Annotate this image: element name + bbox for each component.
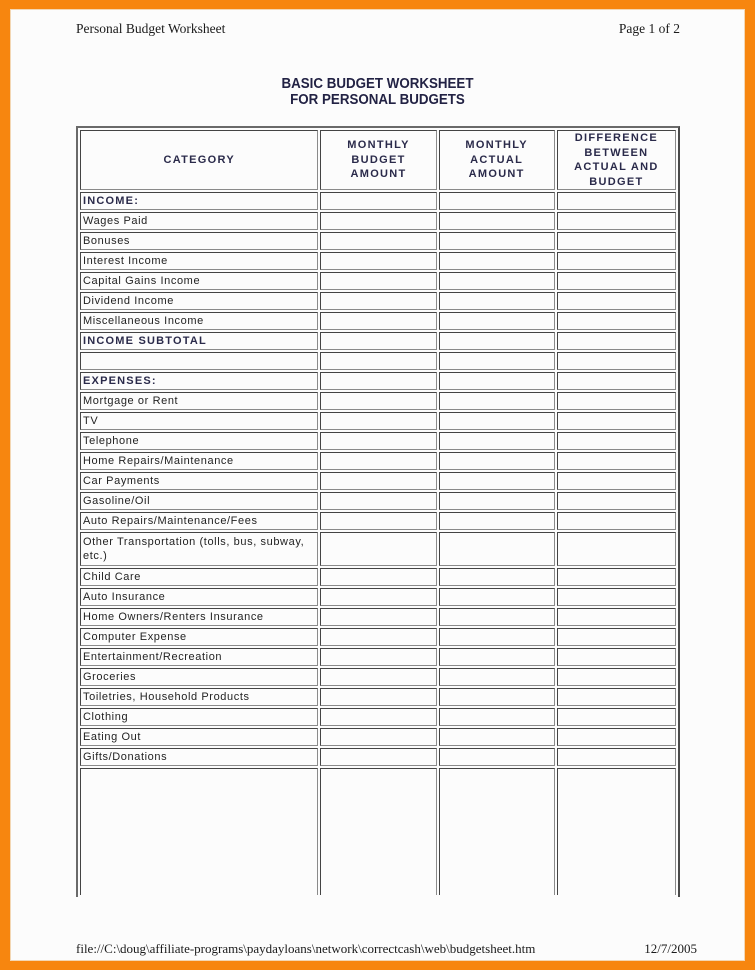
difference-cell[interactable]	[557, 512, 676, 530]
budget-amount-cell[interactable]	[320, 392, 436, 410]
actual-amount-cell[interactable]	[439, 728, 555, 746]
difference-cell[interactable]	[557, 192, 676, 210]
budget-amount-cell[interactable]	[320, 768, 436, 895]
actual-amount-cell[interactable]	[439, 628, 555, 646]
budget-amount-cell[interactable]	[320, 452, 436, 470]
difference-cell[interactable]	[557, 332, 676, 350]
difference-cell[interactable]	[557, 748, 676, 766]
category-cell: TV	[80, 412, 318, 430]
table-row	[80, 768, 676, 895]
table-row	[80, 688, 676, 706]
budget-amount-cell[interactable]	[320, 472, 436, 490]
category-cell: Bonuses	[80, 232, 318, 250]
page-footer	[76, 941, 697, 957]
budget-amount-cell[interactable]	[320, 432, 436, 450]
difference-cell[interactable]	[557, 728, 676, 746]
difference-cell[interactable]	[557, 628, 676, 646]
category-cell: Miscellaneous Income	[80, 312, 318, 330]
title-line-2: FOR PERSONAL BUDGETS	[290, 92, 465, 108]
category-cell: Gifts/Donations	[80, 748, 318, 766]
actual-amount-cell[interactable]	[439, 392, 555, 410]
category-cell: EXPENSES:	[80, 372, 318, 390]
table-row	[80, 272, 676, 290]
actual-amount-cell[interactable]	[439, 768, 555, 895]
category-cell: Groceries	[80, 668, 318, 686]
document-page	[10, 9, 745, 961]
table-row	[80, 452, 676, 470]
budget-amount-cell[interactable]	[320, 688, 436, 706]
footer-date: 12/7/2005	[644, 941, 697, 956]
category-cell: Child Care	[80, 568, 318, 586]
category-cell: Other Transportation (tolls, bus, subway, etc.)	[80, 532, 318, 566]
category-cell: Home Owners/Renters Insurance	[80, 608, 318, 626]
page-header-title: Personal Budget Worksheet	[76, 21, 226, 36]
actual-amount-cell[interactable]	[439, 212, 555, 230]
budget-amount-cell[interactable]	[320, 252, 436, 270]
budget-amount-cell[interactable]	[320, 608, 436, 626]
budget-amount-cell[interactable]	[320, 568, 436, 586]
category-cell: Mortgage or Rent	[80, 392, 318, 410]
budget-amount-cell[interactable]	[320, 748, 436, 766]
actual-amount-cell[interactable]	[439, 252, 555, 270]
budget-amount-cell[interactable]	[320, 532, 436, 566]
table-row	[80, 628, 676, 646]
actual-amount-cell[interactable]	[439, 588, 555, 606]
table-row	[80, 412, 676, 430]
budget-amount-cell[interactable]	[320, 668, 436, 686]
category-cell: Eating Out	[80, 728, 318, 746]
actual-amount-cell[interactable]	[439, 452, 555, 470]
table-row	[80, 392, 676, 410]
actual-amount-cell[interactable]	[439, 688, 555, 706]
difference-cell[interactable]	[557, 392, 676, 410]
table-row	[80, 212, 676, 230]
difference-cell[interactable]	[557, 648, 676, 666]
difference-cell[interactable]	[557, 312, 676, 330]
category-cell: Home Repairs/Maintenance	[80, 452, 318, 470]
actual-amount-cell[interactable]	[439, 708, 555, 726]
difference-cell[interactable]	[557, 372, 676, 390]
budget-amount-cell[interactable]	[320, 648, 436, 666]
budget-amount-cell[interactable]	[320, 412, 436, 430]
budget-amount-cell[interactable]	[320, 628, 436, 646]
actual-amount-cell[interactable]	[439, 292, 555, 310]
difference-cell[interactable]	[557, 768, 676, 895]
difference-cell[interactable]	[557, 492, 676, 510]
category-cell: Auto Insurance	[80, 588, 318, 606]
worksheet-title	[39, 76, 715, 108]
actual-amount-cell[interactable]	[439, 472, 555, 490]
table-row	[80, 532, 676, 566]
budget-amount-cell[interactable]	[320, 212, 436, 230]
difference-cell[interactable]	[557, 432, 676, 450]
budget-amount-cell[interactable]	[320, 232, 436, 250]
table-row	[80, 372, 676, 390]
category-cell: Auto Repairs/Maintenance/Fees	[80, 512, 318, 530]
difference-cell[interactable]	[557, 232, 676, 250]
difference-cell[interactable]	[557, 412, 676, 430]
actual-amount-cell[interactable]	[439, 532, 555, 566]
page-number: Page 1 of 2	[618, 21, 680, 36]
actual-amount-cell[interactable]	[439, 372, 555, 390]
difference-cell[interactable]	[557, 608, 676, 626]
table-row	[80, 472, 676, 490]
difference-cell[interactable]	[557, 252, 676, 270]
table-row	[80, 312, 676, 330]
budget-amount-cell[interactable]	[320, 492, 436, 510]
category-cell: INCOME:	[80, 192, 318, 210]
actual-amount-cell[interactable]	[439, 352, 555, 370]
actual-amount-cell[interactable]	[439, 412, 555, 430]
difference-cell[interactable]	[557, 668, 676, 686]
table-row	[80, 588, 676, 606]
table-header-row	[80, 130, 676, 190]
budget-amount-cell[interactable]	[320, 312, 436, 330]
budget-amount-cell[interactable]	[320, 352, 436, 370]
category-cell: Interest Income	[80, 252, 318, 270]
budget-amount-cell[interactable]	[320, 728, 436, 746]
actual-amount-cell[interactable]	[439, 272, 555, 290]
budget-amount-cell[interactable]	[320, 332, 436, 350]
budget-amount-cell[interactable]	[320, 272, 436, 290]
table-row	[80, 352, 676, 370]
table-body	[80, 192, 676, 895]
difference-cell[interactable]	[557, 292, 676, 310]
actual-amount-cell[interactable]	[439, 312, 555, 330]
difference-cell[interactable]	[557, 452, 676, 470]
category-cell: Wages Paid	[80, 212, 318, 230]
column-header-category: CATEGORY	[80, 130, 318, 190]
table-row	[80, 492, 676, 510]
budget-amount-cell[interactable]	[320, 588, 436, 606]
category-cell: Dividend Income	[80, 292, 318, 310]
budget-table	[76, 126, 680, 897]
difference-cell[interactable]	[557, 272, 676, 290]
column-header-monthly-budget: MONTHLY BUDGET AMOUNT	[320, 130, 436, 190]
difference-cell[interactable]	[557, 352, 676, 370]
table-row	[80, 232, 676, 250]
table-row	[80, 648, 676, 666]
category-cell: Entertainment/Recreation	[80, 648, 318, 666]
category-cell: Car Payments	[80, 472, 318, 490]
table-row	[80, 252, 676, 270]
table-row	[80, 568, 676, 586]
actual-amount-cell[interactable]	[439, 568, 555, 586]
actual-amount-cell[interactable]	[439, 492, 555, 510]
table-row	[80, 708, 676, 726]
budget-amount-cell[interactable]	[320, 708, 436, 726]
actual-amount-cell[interactable]	[439, 648, 555, 666]
table-row	[80, 292, 676, 310]
difference-cell[interactable]	[557, 708, 676, 726]
difference-cell[interactable]	[557, 588, 676, 606]
actual-amount-cell[interactable]	[439, 332, 555, 350]
table-row	[80, 332, 676, 350]
actual-amount-cell[interactable]	[439, 668, 555, 686]
difference-cell[interactable]	[557, 472, 676, 490]
budget-amount-cell[interactable]	[320, 192, 436, 210]
category-cell	[80, 352, 318, 370]
budget-amount-cell[interactable]	[320, 512, 436, 530]
category-cell: Computer Expense	[80, 628, 318, 646]
category-cell: Capital Gains Income	[80, 272, 318, 290]
actual-amount-cell[interactable]	[439, 608, 555, 626]
actual-amount-cell[interactable]	[439, 232, 555, 250]
actual-amount-cell[interactable]	[439, 512, 555, 530]
category-cell: Clothing	[80, 708, 318, 726]
table-row	[80, 192, 676, 210]
difference-cell[interactable]	[557, 532, 676, 566]
table-row	[80, 728, 676, 746]
actual-amount-cell[interactable]	[439, 748, 555, 766]
footer-file-path: file://C:\doug\affiliate-programs\paydayloans\network\correctcash\web\budgetsheet.htm	[76, 941, 536, 956]
column-header-difference: DIFFERENCE BETWEEN ACTUAL AND BUDGET	[557, 130, 676, 190]
difference-cell[interactable]	[557, 212, 676, 230]
category-cell: INCOME SUBTOTAL	[80, 332, 318, 350]
budget-amount-cell[interactable]	[320, 372, 436, 390]
category-cell: Telephone	[80, 432, 318, 450]
table-row	[80, 748, 676, 766]
table-row	[80, 432, 676, 450]
table-row	[80, 608, 676, 626]
column-header-monthly-actual: MONTHLY ACTUAL AMOUNT	[439, 130, 555, 190]
title-line-1: BASIC BUDGET WORKSHEET	[281, 76, 474, 92]
table-row	[80, 668, 676, 686]
category-cell: Toiletries, Household Products	[80, 688, 318, 706]
actual-amount-cell[interactable]	[439, 432, 555, 450]
actual-amount-cell[interactable]	[439, 192, 555, 210]
category-cell	[80, 768, 318, 895]
difference-cell[interactable]	[557, 688, 676, 706]
budget-amount-cell[interactable]	[320, 292, 436, 310]
table-row	[80, 512, 676, 530]
category-cell: Gasoline/Oil	[80, 492, 318, 510]
difference-cell[interactable]	[557, 568, 676, 586]
